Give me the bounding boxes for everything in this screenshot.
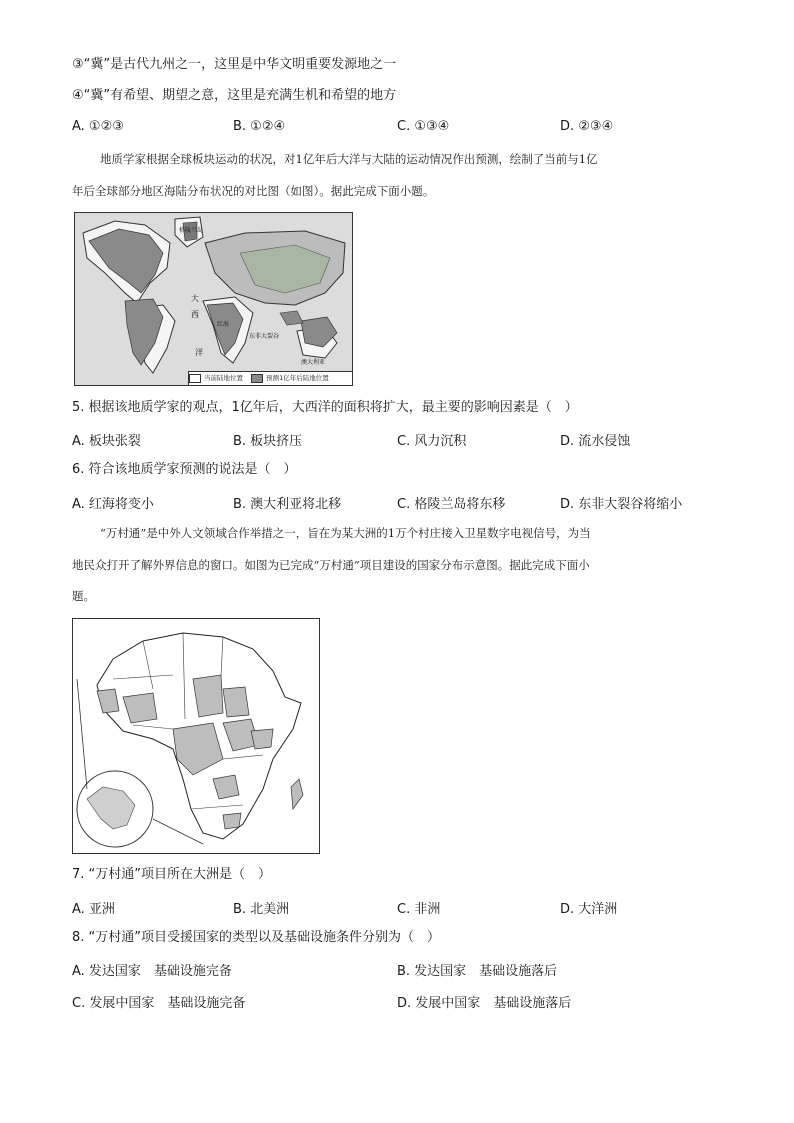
q7-option-b: B. 北美洲 (233, 902, 290, 917)
label-red-sea: 红海 (217, 321, 230, 328)
intro2-line3: 题。 (72, 589, 95, 603)
intro2-line2: 地民众打开了解外界信息的窗口。如图为已完成“万村通”项目建设的国家分布示意图。据此完成下面小 (72, 558, 590, 572)
label-atlantic-3: 洋 (195, 348, 203, 357)
map-legend (188, 371, 353, 385)
africa-project-map (72, 618, 320, 854)
item-4: ④“冀”有希望、期望之意，这里是充满生机和希望的地方 (72, 88, 397, 103)
intro1-line2: 年后全球部分地区海陆分布状况的对比图（如图）。据此完成下面小题。 (72, 184, 435, 198)
q4-option-d: D. ②③④ (560, 119, 614, 134)
q5-option-d: D. 流水侵蚀 (560, 434, 631, 449)
q4-option-b: B. ①②④ (233, 119, 286, 134)
q8-stem: 8. “万村通”项目受援国家的类型以及基础设施条件分别为（ ） (72, 930, 441, 945)
q5-option-b: B. 板块挤压 (233, 434, 303, 449)
q7-option-c: C. 非洲 (397, 902, 441, 917)
q7-option-a: A. 亚洲 (72, 902, 115, 917)
q5-option-c: C. 风力沉积 (397, 434, 467, 449)
q7-stem: 7. “万村通”项目所在大洲是（ ） (72, 867, 272, 882)
q8-option-c: C. 发展中国家 基础设施完备 (72, 996, 246, 1011)
legend-future: 预测1亿年后陆地位置 (266, 374, 329, 382)
label-atlantic-2: 西 (191, 310, 199, 319)
q5-stem: 5. 根据该地质学家的观点，1亿年后，大西洋的面积将扩大，最主要的影响因素是（ ） (72, 400, 578, 415)
q6-stem: 6. 符合该地质学家预测的说法是（ ） (72, 462, 297, 477)
q8-option-d: D. 发展中国家 基础设施落后 (397, 996, 572, 1011)
q8-option-b: B. 发达国家 基础设施落后 (397, 964, 558, 979)
continental-drift-map (74, 212, 353, 386)
q6-option-b: B. 澳大利亚将北移 (233, 497, 342, 512)
intro1-line1: 地质学家根据全球板块运动的状况，对1亿年后大洋与大陆的运动情况作出预测，绘制了当前与1亿 (100, 152, 598, 166)
legend-swatch-current (189, 374, 201, 383)
legend-current: 当前陆地位置 (204, 374, 243, 382)
q8-option-a: A. 发达国家 基础设施完备 (72, 964, 232, 979)
q6-option-d: D. 东非大裂谷将缩小 (560, 497, 683, 512)
q7-option-d: D. 大洋洲 (560, 902, 618, 917)
legend-swatch-future (251, 374, 263, 383)
q4-option-c: C. ①③④ (397, 119, 450, 134)
q6-option-c: C. 格陵兰岛将东移 (397, 497, 506, 512)
intro2-line1: “万村通”是中外人文领域合作举措之一，旨在为某大洲的1万个村庄接入卫星数字电视信号，为当 (100, 526, 591, 540)
label-australia: 澳大利亚 (301, 359, 326, 366)
q5-option-a: A. 板块张裂 (72, 434, 141, 449)
label-atlantic-1: 大 (191, 294, 199, 303)
label-east-africa-rift: 东非大裂谷 (249, 333, 280, 340)
africa-map-graphic (73, 619, 319, 853)
q6-option-a: A. 红海将变小 (72, 497, 154, 512)
label-greenland: 格陵兰岛 (179, 227, 204, 234)
q4-option-a: A. ①②③ (72, 119, 124, 134)
item-3: ③“冀”是古代九州之一，这里是中华文明重要发源地之一 (72, 57, 397, 72)
